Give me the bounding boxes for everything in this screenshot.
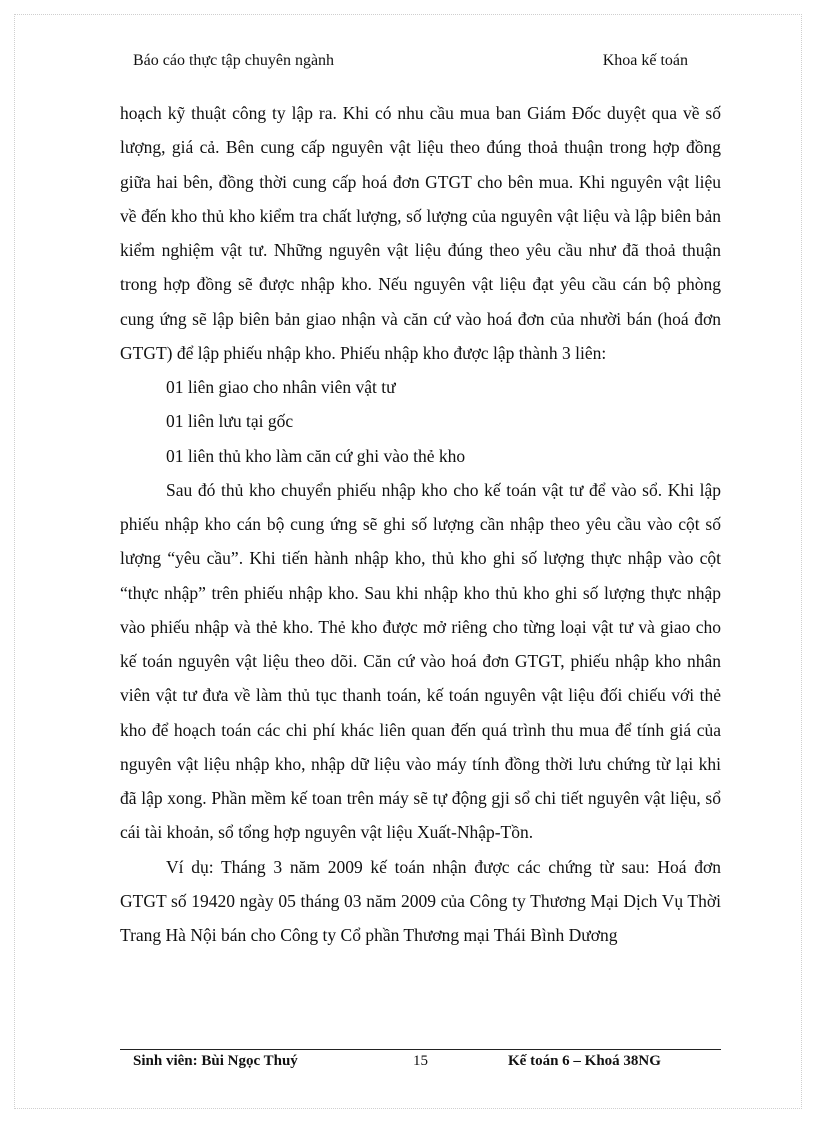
document-body	[120, 96, 721, 952]
body-paragraph-2: Sau đó thủ kho chuyển phiếu nhập kho cho kế toán vật tư để vào sổ. Khi lập phiếu nhập kho cán bộ cung ứng sẽ ghi số lượng cần nhập theo yêu cầu vào cột số lượng “yêu cầu”. Khi tiến hành nhập kho, thủ kho ghi số lượng thực nhập vào cột “thực nhập” trên phiếu nhập kho. Sau khi nhập kho thủ kho ghi số lượng thực nhập vào phiếu nhập và thẻ kho. Thẻ kho được mở riêng cho từng loại vật tư và giao cho kế toán nguyên vật liệu theo dõi. Căn cứ vào hoá đơn GTGT, phiếu nhập kho nhân viên vật tư đưa về làm thủ tục thanh toán, kế toán nguyên vật liệu đối chiếu với thẻ kho để hoạch toán các chi phí khác liên quan đến quá trình thu mua để tính giá của nguyên vật liệu nhập kho, nhập dữ liệu vào máy tính đồng thời lưu chứng từ lại khi đã lập xong. Phần mềm kế toan trên máy sẽ tự động gji sổ chi tiết nguyên vật liệu, sổ cái tài khoản, sổ tổng hợp nguyên vật liệu Xuất-Nhập-Tồn.	[120, 479, 721, 843]
footer-student-name: Sinh viên: Bùi Ngọc Thuý	[133, 1053, 298, 1069]
list-item-1: 01 liên giao cho nhân viên vật tư	[166, 377, 396, 397]
footer-page-number: 15	[413, 1053, 428, 1069]
header-report-title: Báo cáo thực tập chuyên ngành	[133, 52, 335, 69]
body-paragraph-3: Ví dụ: Tháng 3 năm 2009 kế toán nhận được các chứng từ sau: Hoá đơn GTGT số 19420 ngày 05 tháng 03 năm 2009 của Công ty Thương Mại Dịch Vụ Thời Trang Hà Nội bán cho Công ty Cổ phần Thương mại Thái Bình Dương	[120, 856, 721, 945]
page-header	[133, 52, 688, 70]
body-paragraph-1: hoạch kỹ thuật công ty lập ra. Khi có nhu cầu mua ban Giám Đốc duyệt qua về số lượng, giá cả. Bên cung cấp nguyên vật liệu theo đúng thoả thuận trong hợp đồng giữa hai bên, đồng thời cung cấp hoá đơn GTGT cho bên mua. Khi nguyên vật liệu về đến kho thủ kho kiểm tra chất lượng, số lượng của nguyên vật liệu và lập biên bản kiểm nghiệm vật tư. Những nguyên vật liệu đúng theo yêu cầu như đã thoả thuận trong hợp đồng sẽ được nhập kho. Nếu nguyên vật liệu đạt yêu cầu cán bộ phòng cung ứng sẽ lập biên bản giao nhận và căn cứ vào hoá đơn của nhười bán (hoá đơn GTGT) để lập phiếu nhập kho. Phiếu nhập kho được lập thành 3 liên:	[120, 103, 721, 363]
list-item-2: 01 liên lưu tại gốc	[166, 411, 294, 432]
header-department: Khoa kế toán	[602, 52, 688, 69]
footer-divider	[120, 1049, 721, 1050]
footer-class-info: Kế toán 6 – Khoá 38NG	[508, 1053, 661, 1069]
list-item-3: 01 liên thủ kho làm căn cứ ghi vào thẻ kho	[166, 445, 466, 466]
